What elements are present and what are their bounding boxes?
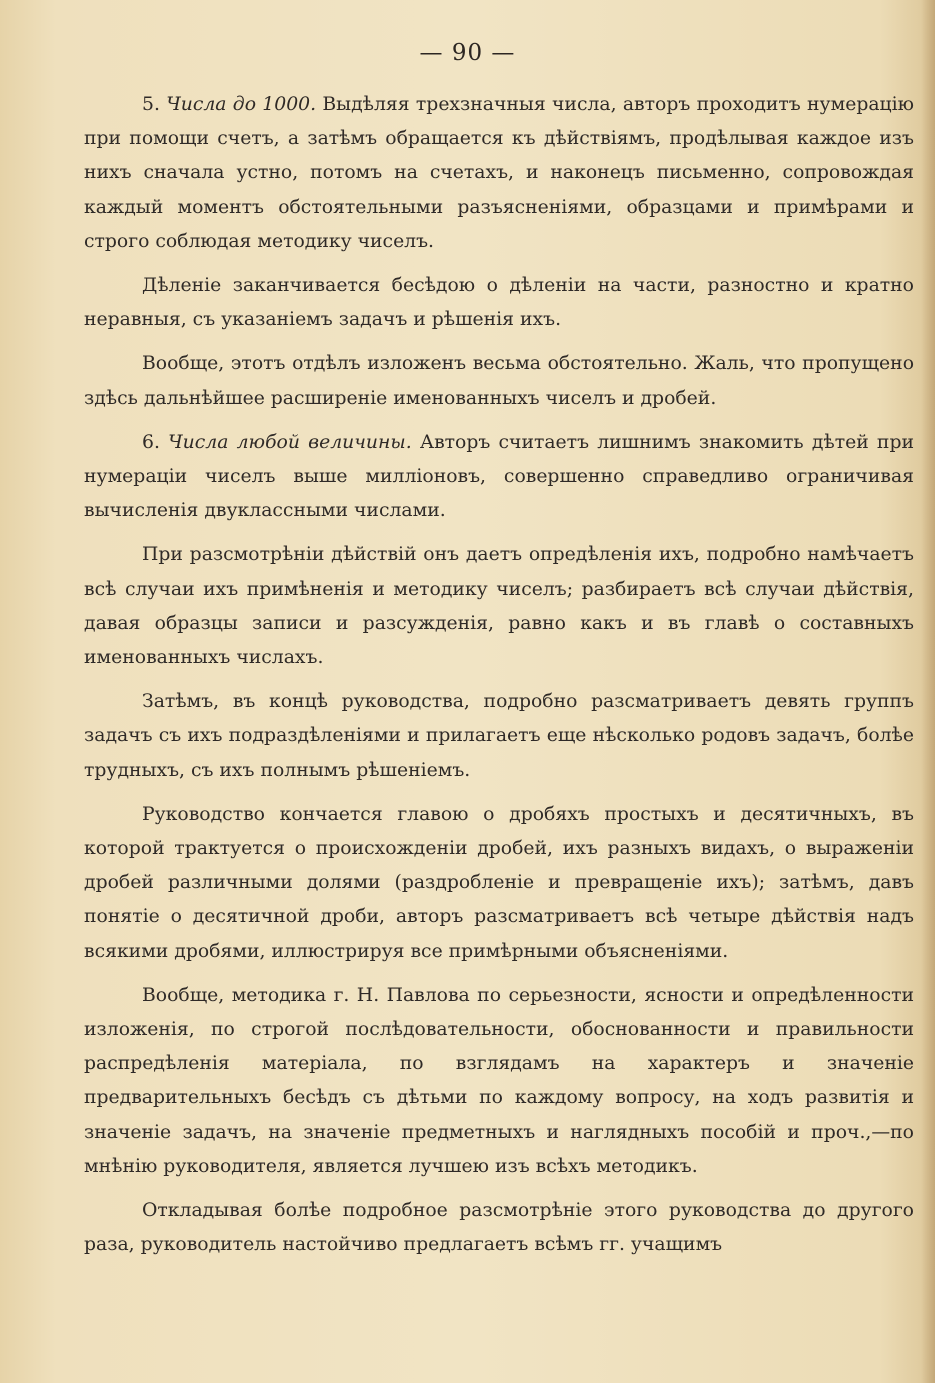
section-title: Числа до 1000.	[166, 94, 317, 115]
paragraph-numbers-to-1000	[84, 88, 914, 259]
body-text	[84, 88, 914, 1273]
paragraph-closing: Откладывая болѣе подробное разсмотрѣніе этого руководства до другого раза, руководитель настойчиво предлагаетъ всѣмъ гг. учащимъ	[84, 1200, 914, 1256]
paragraph-section-summary: Вообще, этотъ отдѣлъ изложенъ весьма обстоятельно. Жаль, что пропущено здѣсь дальнѣйшее расширеніе именованныхъ чиселъ и дробей.	[84, 353, 914, 409]
section-number: 5.	[142, 94, 167, 115]
paragraph-fractions: Руководство кончается главою о дробяхъ простыхъ и десятичныхъ, въ которой трактуется о происхожденіи дробей, ихъ разныхъ видахъ, о выраженіи дробей различными долями (раздробленіе и превращеніе ихъ); затѣмъ, давъ понятіе о десятичной дроби, авторъ разсматриваетъ всѣ четыре дѣйствія надъ всякими дробями, иллюстрируя все примѣрными объясненіями.	[84, 803, 914, 962]
paragraph-text: Выдѣляя трехзначныя числа, авторъ проходитъ нумерацію при помощи счетъ, а затѣмъ обращается къ дѣйствіямъ, продѣлывая каждое изъ нихъ сначала устно, потомъ на счетахъ, и наконецъ письменно, сопровождая каждый моментъ обстоятельными разъясненіями, образцами и примѣрами и строго соблюдая методику чиселъ.	[84, 94, 914, 252]
page-edge-shadow	[921, 0, 935, 1383]
paragraph-problem-groups: Затѣмъ, въ концѣ руководства, подробно разсматриваетъ девять группъ задачъ съ ихъ подраздѣленіями и прилагаетъ еще нѣсколько родовъ задачъ, болѣе трудныхъ, съ ихъ полнымъ рѣшеніемъ.	[84, 691, 914, 781]
paragraph-numbers-any-size	[84, 426, 914, 529]
paragraph-method-assessment: Вообще, методика г. Н. Павлова по серьезности, ясности и опредѣленности изложенія, по строгой послѣдовательности, обоснованности и правильности распредѣленія матеріала, по взглядамъ на характеръ и значеніе предварительныхъ бесѣдъ съ дѣтьми по каждому вопросу, на ходъ развитія и значеніе задачъ, на значеніе предметныхъ и наглядныхъ пособій и проч.,—по мнѣнію руководителя, является лучшею изъ всѣхъ методикъ.	[84, 984, 914, 1177]
paragraph-division: Дѣленіе заканчивается бесѣдою о дѣленіи на части, разностно и кратно неравныя, съ указаніемъ задачъ и рѣшенія ихъ.	[84, 275, 914, 331]
page-number: — 90 —	[419, 40, 516, 66]
section-title: Числа любой величины.	[168, 431, 412, 453]
paragraph-text: Авторъ считаетъ лишнимъ знакомить дѣтей при нумераціи чиселъ выше милліоновъ, совершенно справедливо ограничивая вычисленія двуклассными числами.	[84, 431, 914, 522]
paragraph-operations: При разсмотрѣніи дѣйствій онъ даетъ опредѣленія ихъ, подробно намѣчаетъ всѣ случаи ихъ примѣненія и методику чиселъ; разбираетъ всѣ случаи дѣйствія, давая образцы записи и разсужденія, равно какъ и въ главѣ о составныхъ именованныхъ числахъ.	[84, 544, 914, 669]
section-number: 6.	[142, 431, 169, 453]
